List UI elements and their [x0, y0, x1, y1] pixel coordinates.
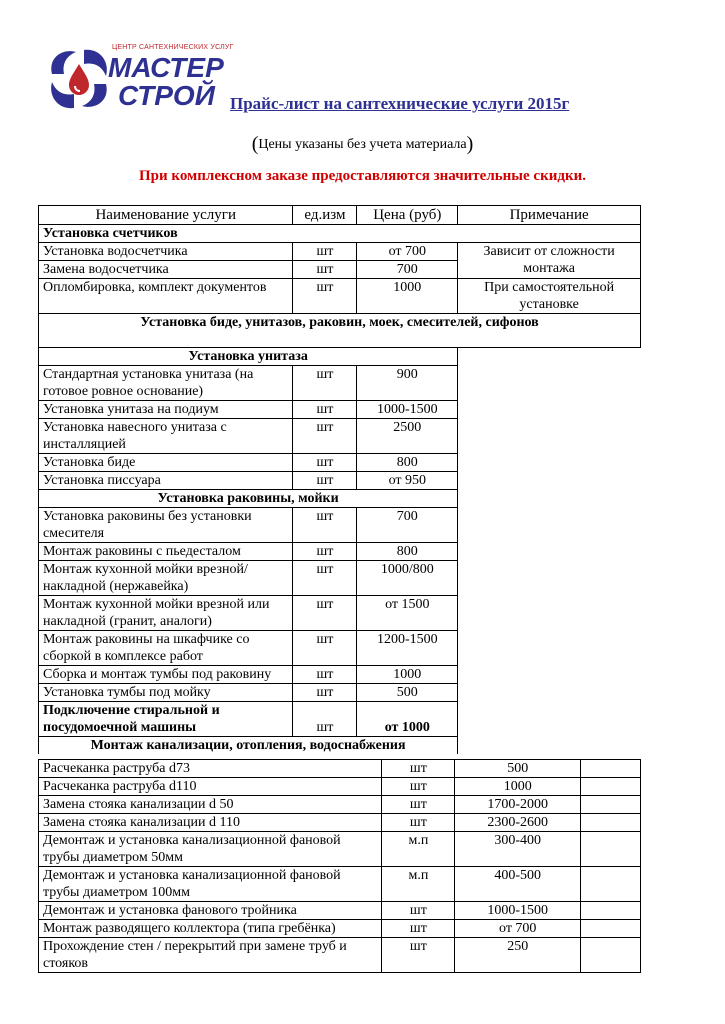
price-cell: от 1500	[357, 596, 458, 631]
price-cell: 500	[357, 684, 458, 702]
header-price: Цена (руб)	[357, 206, 458, 225]
unit-cell: шт	[382, 902, 455, 920]
price-cell: 250	[455, 938, 581, 973]
note-cell: При самостоятельной установке	[458, 279, 641, 314]
service-name: Подключение стиральной и посудомоечной машины	[39, 702, 293, 737]
service-name: Монтаж раковины с пьедесталом	[39, 543, 293, 561]
unit-cell: шт	[293, 631, 357, 666]
unit-cell: шт	[293, 472, 357, 490]
price-cell: 500	[455, 760, 581, 778]
table-row	[39, 814, 641, 832]
section-row	[39, 314, 641, 348]
unit-cell: шт	[382, 796, 455, 814]
logo-tagline: ЦЕНТР САНТЕХНИЧЕСКИХ УСЛУГ	[112, 44, 234, 51]
unit-cell: шт	[293, 508, 357, 543]
price-cell: 900	[357, 366, 458, 401]
table-row	[39, 867, 641, 902]
header-name: Наименование услуги	[39, 206, 293, 225]
service-name: Стандартная установка унитаза (на готовое ровное основание)	[39, 366, 293, 401]
price-cell: 1000	[455, 778, 581, 796]
price-table	[38, 205, 641, 754]
section-title: Установка счетчиков	[39, 225, 641, 243]
price-cell: от 1000	[357, 702, 458, 737]
sewer-table	[38, 759, 641, 973]
table-row	[39, 920, 641, 938]
price-cell: 800	[357, 454, 458, 472]
table-row	[39, 778, 641, 796]
unit-cell: шт	[293, 702, 357, 737]
section-title: Установка раковины, мойки	[39, 490, 458, 508]
table-row	[39, 832, 641, 867]
logo-word-master: МАСТЕР	[108, 52, 224, 83]
promo-text: При комплексном заказе предоставляются значительные скидки.	[138, 168, 586, 184]
unit-cell: шт	[293, 243, 357, 261]
table-header	[39, 206, 641, 225]
price-cell: 1700-2000	[455, 796, 581, 814]
service-name: Демонтаж и установка фанового тройника	[39, 902, 382, 920]
table-row	[39, 760, 641, 778]
service-name: Замена водосчетчика	[39, 261, 293, 279]
service-name: Монтаж раковины на шкафчике со сборкой в комплексе работ	[39, 631, 293, 666]
empty-cell	[581, 867, 641, 902]
price-cell: 1000	[357, 279, 458, 314]
empty-margin	[458, 348, 641, 755]
service-name: Монтаж кухонной мойки врезной или накладной (гранит, аналоги)	[39, 596, 293, 631]
table-row	[39, 279, 641, 314]
unit-cell: м.п	[382, 832, 455, 867]
unit-cell: шт	[293, 454, 357, 472]
price-cell: 1000/800	[357, 561, 458, 596]
section-row	[39, 225, 641, 243]
service-name: Прохождение стен / перекрытий при замене труб и стояков	[39, 938, 382, 973]
price-cell: 1000-1500	[357, 401, 458, 419]
unit-cell: шт	[382, 814, 455, 832]
service-name: Замена стояка канализации d 110	[39, 814, 382, 832]
unit-cell: шт	[293, 596, 357, 631]
empty-cell	[581, 920, 641, 938]
table-row	[39, 243, 641, 261]
unit-cell: шт	[293, 666, 357, 684]
subtitle-text: Цены указаны без учета материала	[258, 137, 467, 152]
price-cell: 1000-1500	[455, 902, 581, 920]
table-row	[39, 902, 641, 920]
service-name: Установка унитаза на подиум	[39, 401, 293, 419]
section-title: Установка биде, унитазов, раковин, моек, смесителей, сифонов	[39, 314, 641, 348]
table-row	[39, 796, 641, 814]
unit-cell: шт	[293, 279, 357, 314]
price-cell: от 700	[357, 243, 458, 261]
service-name: Опломбировка, комплект документов	[39, 279, 293, 314]
service-name: Установка навесного унитаза с инсталляцией	[39, 419, 293, 454]
unit-cell: м.п	[382, 867, 455, 902]
unit-cell: шт	[382, 760, 455, 778]
price-cell: от 700	[455, 920, 581, 938]
note-cell: Зависит от сложности монтажа	[458, 243, 641, 279]
empty-cell	[581, 796, 641, 814]
service-name: Замена стояка канализации d 50	[39, 796, 382, 814]
empty-cell	[581, 814, 641, 832]
price-cell: 700	[357, 261, 458, 279]
service-name: Установка тумбы под мойку	[39, 684, 293, 702]
unit-cell: шт	[382, 938, 455, 973]
service-name: Установка биде	[39, 454, 293, 472]
empty-cell	[581, 902, 641, 920]
service-name: Демонтаж и установка канализационной фановой трубы диаметром 50мм	[39, 832, 382, 867]
price-cell: 800	[357, 543, 458, 561]
unit-cell: шт	[293, 419, 357, 454]
price-cell: 1200-1500	[357, 631, 458, 666]
unit-cell: шт	[293, 543, 357, 561]
table-row	[39, 938, 641, 973]
price-cell: 2500	[357, 419, 458, 454]
unit-cell: шт	[293, 366, 357, 401]
logo-word-stroy: СТРОЙ	[118, 80, 215, 111]
header-note: Примечание	[458, 206, 641, 225]
logo-emblem-icon	[44, 44, 114, 114]
price-cell: 400-500	[455, 867, 581, 902]
unit-cell: шт	[293, 401, 357, 419]
service-name: Монтаж кухонной мойки врезной/накладной (нержавейка)	[39, 561, 293, 596]
unit-cell: шт	[293, 261, 357, 279]
empty-cell	[581, 778, 641, 796]
unit-cell: шт	[293, 561, 357, 596]
service-name: Установка писсуара	[39, 472, 293, 490]
price-cell: 2300-2600	[455, 814, 581, 832]
section-title: Установка унитаза	[39, 348, 458, 366]
service-name: Сборка и монтаж тумбы под раковину	[39, 666, 293, 684]
service-name: Демонтаж и установка канализационной фановой трубы диаметром 100мм	[39, 867, 382, 902]
unit-cell: шт	[382, 920, 455, 938]
header-unit: ед.изм	[293, 206, 357, 225]
service-name: Расчеканка раструба d73	[39, 760, 382, 778]
unit-cell: шт	[293, 684, 357, 702]
price-cell: 700	[357, 508, 458, 543]
section-row	[39, 348, 641, 366]
price-cell: от 950	[357, 472, 458, 490]
page-title: Прайс-лист на сантехнические услуги 2015г	[230, 94, 570, 113]
service-name: Монтаж разводящего коллектора (типа гребёнка)	[39, 920, 382, 938]
service-name: Установка водосчетчика	[39, 243, 293, 261]
empty-cell	[581, 938, 641, 973]
empty-cell	[581, 760, 641, 778]
subtitle: (Цены указаны без учета материала)	[251, 133, 474, 155]
service-name: Расчеканка раструба d110	[39, 778, 382, 796]
price-cell: 1000	[357, 666, 458, 684]
empty-cell	[581, 832, 641, 867]
unit-cell: шт	[382, 778, 455, 796]
service-name: Установка раковины без установки смесителя	[39, 508, 293, 543]
section-title: Монтаж канализации, отопления, водоснабжения	[39, 737, 458, 755]
price-cell: 300-400	[455, 832, 581, 867]
